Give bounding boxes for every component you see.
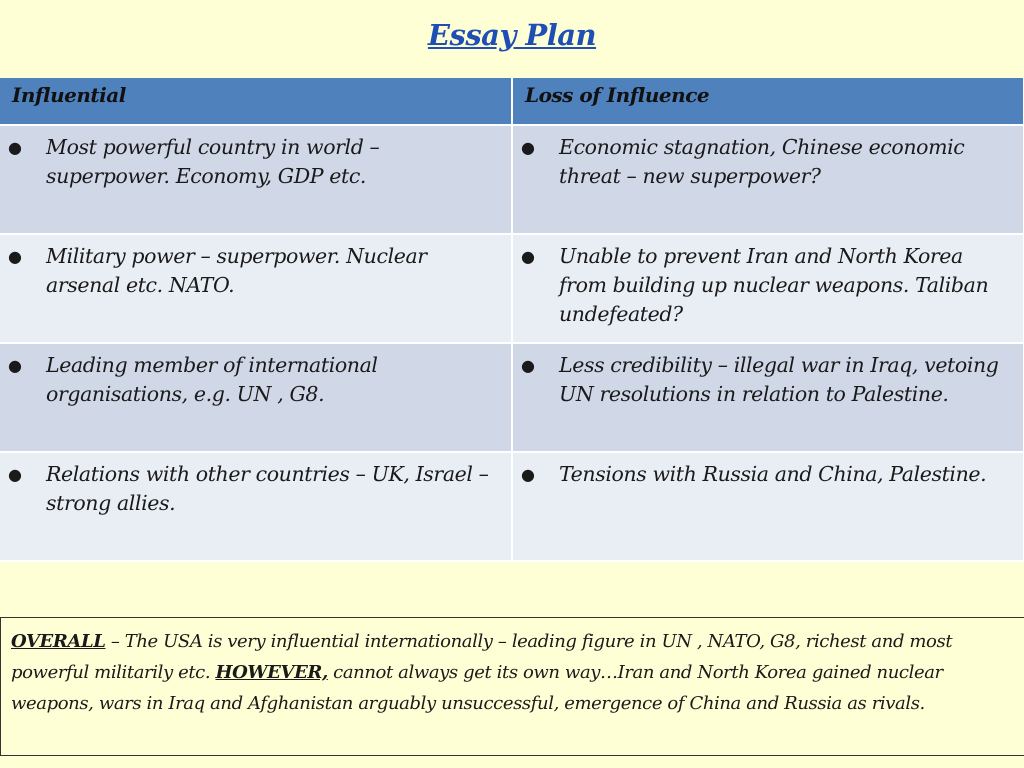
table-cell-influential (0, 125, 512, 234)
bullet-icon: ● (8, 356, 22, 375)
table-row (0, 125, 1024, 234)
bullet-icon: ● (8, 247, 22, 266)
cell-text: Economic stagnation, Chinese economic threat – new superpower? (559, 135, 965, 188)
table-cell-loss-of-influence (512, 452, 1024, 561)
cell-text: Leading member of international organisations, e.g. UN , G8. (46, 353, 378, 406)
bullet-icon: ● (8, 465, 22, 484)
table-row (0, 452, 1024, 561)
essay-plan-table (0, 78, 1024, 562)
table-cell-influential (0, 234, 512, 343)
cell-text: Tensions with Russia and China, Palestine. (559, 462, 987, 486)
table-row (0, 234, 1024, 343)
table-header-row (0, 78, 1024, 125)
bullet-icon: ● (521, 356, 535, 375)
column-header-influential: Influential (0, 78, 512, 125)
table-cell-influential (0, 452, 512, 561)
cell-text: Unable to prevent Iran and North Korea from building up nuclear weapons. Taliban undefeated? (559, 244, 989, 326)
table-cell-influential (0, 343, 512, 452)
page-title: Essay Plan (427, 18, 597, 52)
however-label: HOWEVER, (215, 662, 328, 683)
cell-text: Most powerful country in world – superpower. Economy, GDP etc. (46, 135, 380, 188)
overall-label: OVERALL (11, 631, 106, 652)
table-cell-loss-of-influence (512, 343, 1024, 452)
cell-text: Less credibility – illegal war in Iraq, vetoing UN resolutions in relation to Palestine. (559, 353, 999, 406)
cell-text: Military power – superpower. Nuclear arsenal etc. NATO. (46, 244, 427, 297)
bullet-icon: ● (8, 138, 22, 157)
bullet-icon: ● (521, 465, 535, 484)
table-row (0, 343, 1024, 452)
table-cell-loss-of-influence (512, 125, 1024, 234)
column-header-loss-of-influence: Loss of Influence (512, 78, 1024, 125)
bullet-icon: ● (521, 138, 535, 157)
bullet-icon: ● (521, 247, 535, 266)
overall-text: – The USA is very influential internationally – leading figure in UN , NATO, G8, richest and most powerful militarily etc. (11, 631, 953, 683)
overall-summary-box (0, 617, 1024, 756)
cell-text: Relations with other countries – UK, Israel – strong allies. (46, 462, 489, 515)
overall-text-continued: cannot always get its own way…Iran and North Korea gained nuclear weapons, wars in Iraq and Afghanistan arguably unsuccessful, emergence of China and Russia as rivals. (11, 662, 943, 714)
table-cell-loss-of-influence (512, 234, 1024, 343)
